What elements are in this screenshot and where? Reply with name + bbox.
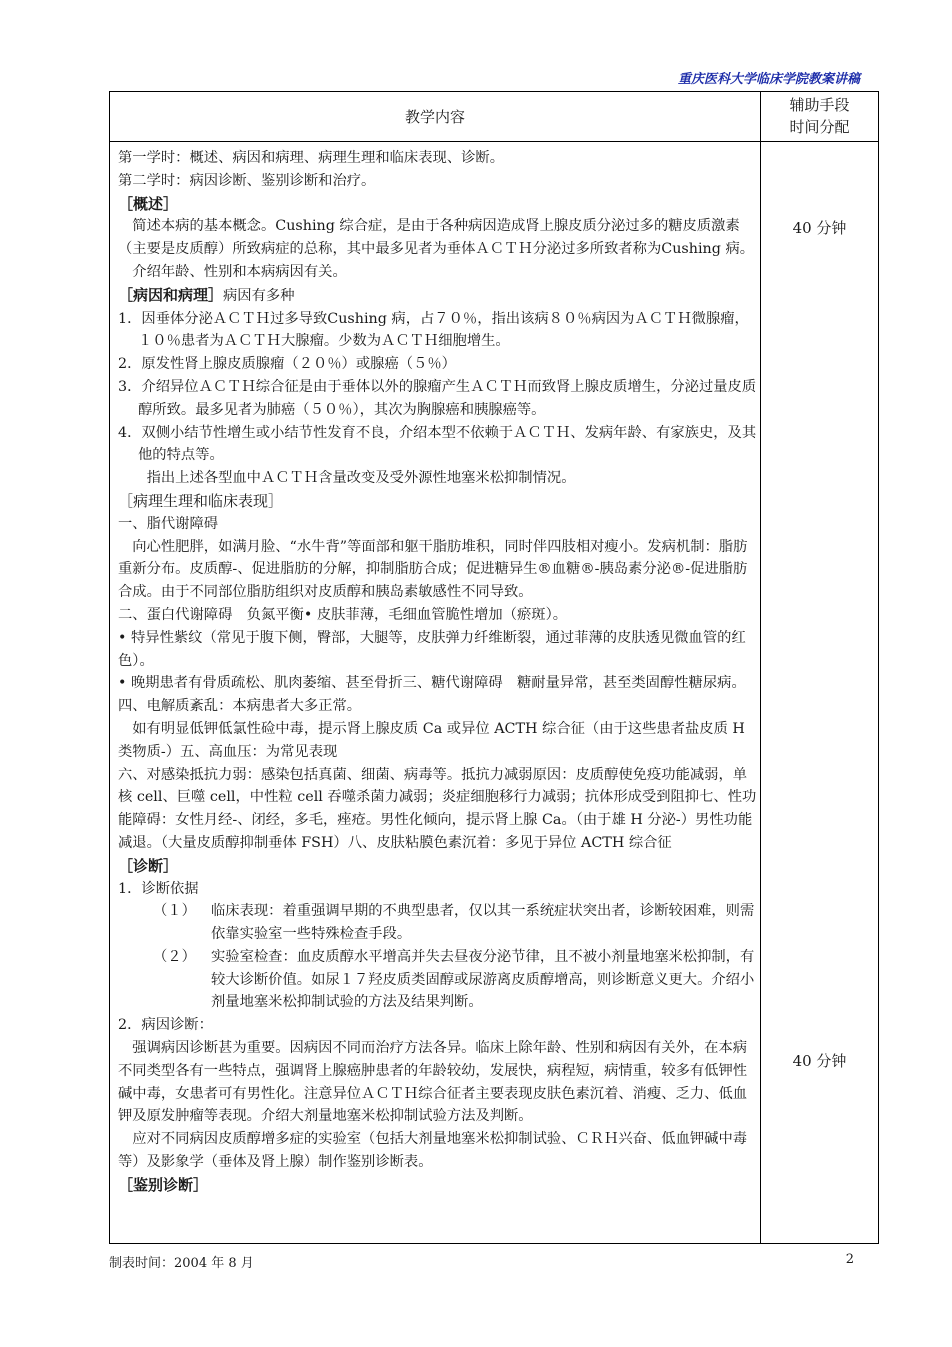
paragraph: 向心性肥胖，如满月脸、“水牛背”等面部和躯干脂肪堆积，同时伴四肢相对瘦小。发病机制：脂肪重新分布。皮质醇-、促进脂肪的分解，抑制脂肪合成；促进糖异生®血糖®-胰岛素分泌®-促进脂肪合成。由于不同部位脂肪组织对皮质醇和胰岛素敏感性不同导致。 (118, 538, 748, 601)
paragraph: 简述本病的基本概念。Cushing 综合症，是由于各种病因造成肾上腺皮质分泌过多的糖皮质激素（主要是皮质醇）所致病症的总称，其中最多见者为垂体ＡＣＴＨ分泌过多所致者称为Cushing 病。 (118, 218, 755, 258)
text-line: 第二学时：病因诊断、鉴别诊断和治疗。 (118, 172, 376, 189)
paragraph: 如有明显低钾低氯性硷中毒，提示肾上腺皮质 Ca 或异位 ACTH 综合征（由于这些患者盐皮质 H 类物质-）五、高血压：为常见表现 (118, 720, 745, 760)
text-line: 第一学时：概述、病因和病理、病理生理和临床表现、诊断。 (118, 150, 505, 166)
list-item: 2．原发性肾上腺皮质腺瘤（２０％）或腺癌（５％） (118, 356, 456, 373)
paragraph: 应对不同病因皮质醇增多症的实验室（包括大剂量地塞米松抑制试验、ＣＲＨ兴奋、低血钾碱中毒等）及影象学（垂体及肾上腺）制作鉴别诊断表。 (118, 1131, 748, 1171)
paragraph: 六、对感染抵抗力弱：感染包括真菌、细菌、病毒等。抵抗力减弱原因：皮质醇使免疫功能减弱，单核 cell、巨噬 cell，中性粒 cell 吞噬杀菌力减弱；炎症细胞移行力减弱；抗体形成受到阻抑七、性功能障碍：女性月经-、闭经，多毛，痤疮。男性化倾向，提示肾上腺 Ca。（由于雄 H 分泌-）男性功能减退。（大量皮质醇抑制垂体 FSH）八、皮肤粘膜色素沉着：多见于异位 ACTH 综合征 (118, 766, 757, 851)
paragraph: 二、蛋白代谢障碍 负氮平衡• 皮肤菲薄，毛细血管脆性增加（瘀斑）。 (118, 606, 568, 623)
list-item: 3．介绍异位ＡＣＴＨ综合征是由于垂体以外的腺瘤产生ＡＣＴＨ而致肾上腺皮质增生，分泌过量皮质醇所致。最多见者为肺癌（５０％），其次为胸腺癌和胰腺癌等。 (118, 378, 757, 418)
lesson-content (118, 147, 758, 1197)
header-title: 重庆医科大学临床学院教案讲稿 (677, 72, 860, 87)
item-text: 实验室检查：血皮质醇水平增高并失去昼夜分泌节律，且不被小剂量地塞米松抑制，有较大诊断价值。如尿１７羟皮质类固醇或尿游离皮质醇增高，则诊断意义更大。介绍小剂量地塞米松抑制试验的方法及结果判断。 (211, 948, 755, 1011)
paragraph: 介绍年龄、性别和本病病因有关。 (132, 263, 347, 280)
lesson-table (109, 91, 879, 1244)
time-allocation-2: 40 分钟 (792, 1052, 847, 1070)
subsection-heading: 1．诊断依据 (118, 880, 199, 897)
subsection-heading: 一、脂代谢障碍 (118, 515, 219, 532)
paragraph: 指出上述各型血中ＡＣＴＨ含量改变及受外源性地塞米松抑制情况。 (146, 470, 576, 487)
section-line-etiology (118, 284, 758, 308)
page-number: 2 (845, 1252, 854, 1267)
aux-header-line1: 辅助手段 (789, 96, 850, 114)
section-heading-diagnosis: ［诊断］ (118, 856, 179, 875)
list-item: 1．因垂体分泌ＡＣＴＨ过多导致Cushing 病，占７０％，指出该病８０％病因为ＡＣＴＨ微腺瘤，１０％患者为ＡＣＴＨ大腺瘤。少数为ＡＣＴＨ细胞增生。 (118, 310, 749, 350)
page-header (0, 68, 952, 90)
section-heading-pathophysiology: ［病理生理和临床表现］ (118, 491, 284, 510)
bullet-paragraph: • 特异性紫纹（常见于腹下侧，臀部，大腿等，皮肤弹力纤维断裂，通过菲薄的皮肤透见微血管的红色）。 (118, 629, 746, 669)
subsection-heading: 2．病因诊断： (118, 1017, 213, 1034)
time-allocation-1: 40 分钟 (792, 219, 847, 237)
aux-header-line2: 时间分配 (789, 118, 850, 136)
column-header-aux (761, 94, 878, 141)
numbered-item (118, 946, 758, 1014)
bullet-paragraph: • 晚期患者有骨质疏松、肌肉萎缩、甚至骨折三、糖代谢障碍 糖耐量异常，甚至类固醇性糖尿病。四、电解质紊乱：本病患者大多正常。 (118, 675, 746, 715)
header-row-divider (110, 141, 878, 142)
column-header-content: 教学内容 (404, 108, 465, 126)
footer-date: 制表时间：2004 年 8 月 (109, 1256, 254, 1271)
page-footer (109, 1252, 879, 1272)
list-item: 4．双侧小结节性增生或小结节性发育不良，介绍本型不依赖于ＡＣＴＨ、发病年龄、有家族史，及其他的特点等。 (118, 424, 757, 464)
item-number: （１） (153, 903, 196, 920)
item-number: （２） (153, 948, 196, 965)
section-heading-overview: ［概述］ (118, 194, 179, 213)
section-heading-differential: ［鉴别诊断］ (118, 1175, 209, 1194)
section-heading-etiology: ［病因和病理］ (118, 285, 224, 304)
numbered-item (118, 900, 758, 946)
item-text: 临床表现：着重强调早期的不典型患者，仅以其一系统症状突出者，诊断较困难，则需依靠实验室一些特殊检查手段。 (211, 903, 755, 943)
section-inline-text: 病因有多种 (223, 287, 295, 304)
paragraph: 强调病因诊断甚为重要。因病因不同而治疗方法各异。临床上除年龄、性别和病因有关外，在本病不同类型各有一些特点，强调肾上腺癌肿患者的年龄较幼，发展快，病程短，病情重，较多有低钾性碱中毒，女患者可有男性化。注意异位ＡＣＴＨ综合征者主要表现皮肤色素沉着、消瘦、乏力、低血钾及原发肿瘤等表现。介绍大剂量地塞米松抑制试验方法及判断。 (118, 1040, 748, 1125)
